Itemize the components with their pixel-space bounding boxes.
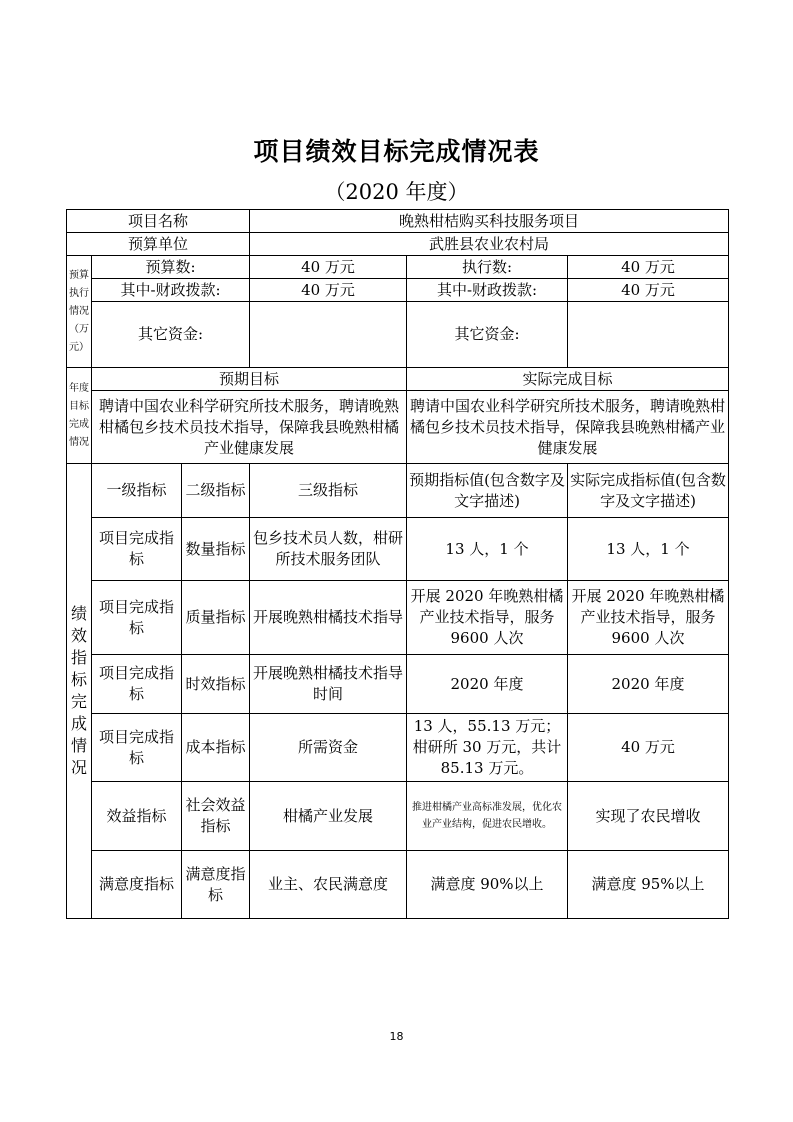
indicator-level3: 所需资金 [250, 714, 407, 782]
indicator-expected: 2020 年度 [407, 655, 568, 714]
indicator-actual: 满意度 95%以上 [568, 851, 729, 919]
indicator-level1: 项目完成指标 [92, 655, 182, 714]
project-name-value: 晚熟柑桔购买科技服务项目 [250, 210, 729, 233]
fiscal-allocation-label-2: 其中-财政拨款: [407, 279, 568, 302]
actual-goal-header: 实际完成目标 [407, 368, 729, 391]
table-row [67, 581, 729, 655]
table-row [67, 714, 729, 782]
budget-section-label: 预算执行情况（万元） [67, 256, 92, 368]
fiscal-allocation-label: 其中-财政拨款: [92, 279, 250, 302]
header-actual: 实际完成指标值(包含数字及文字描述) [568, 464, 729, 518]
budget-unit-label: 预算单位 [67, 233, 250, 256]
performance-section-label: 绩效指标完成情况 [67, 464, 92, 919]
indicator-level2: 质量指标 [182, 581, 250, 655]
indicator-expected: 开展 2020 年晚熟柑橘产业技术指导，服务9600 人次 [407, 581, 568, 655]
indicator-level3: 包乡技术员人数，柑研所技术服务团队 [250, 518, 407, 581]
performance-table [66, 209, 729, 919]
page-number: 18 [389, 1030, 404, 1043]
other-funds-label: 其它资金: [92, 302, 250, 368]
header-expected: 预期指标值(包含数字及文字描述) [407, 464, 568, 518]
table-row [67, 782, 729, 851]
fiscal-allocation-value: 40 万元 [250, 279, 407, 302]
execution-label: 执行数: [407, 256, 568, 279]
indicator-actual: 13 人，1 个 [568, 518, 729, 581]
other-funds-value [250, 302, 407, 368]
indicator-level3: 业主、农民满意度 [250, 851, 407, 919]
table-row [67, 655, 729, 714]
indicator-actual: 40 万元 [568, 714, 729, 782]
other-funds-label-2: 其它资金: [407, 302, 568, 368]
execution-value: 40 万元 [568, 256, 729, 279]
header-level3: 三级指标 [250, 464, 407, 518]
indicator-expected: 满意度 90%以上 [407, 851, 568, 919]
actual-goal-text: 聘请中国农业科学研究所技术服务，聘请晚熟柑橘包乡技术员技术指导，保障我县晚熟柑橘产业健康发展 [407, 391, 729, 464]
indicator-expected: 13 人，1 个 [407, 518, 568, 581]
header-level2: 二级指标 [182, 464, 250, 518]
other-funds-value-2 [568, 302, 729, 368]
indicator-level1: 效益指标 [92, 782, 182, 851]
indicator-level1: 满意度指标 [92, 851, 182, 919]
indicator-level3: 开展晚熟柑橘技术指导时间 [250, 655, 407, 714]
table-row [67, 518, 729, 581]
indicator-level3: 柑橘产业发展 [250, 782, 407, 851]
indicator-actual: 实现了农民增收 [568, 782, 729, 851]
project-name-label: 项目名称 [67, 210, 250, 233]
fiscal-allocation-value-2: 40 万元 [568, 279, 729, 302]
indicator-level1: 项目完成指标 [92, 714, 182, 782]
page-subtitle: （2020 年度） [324, 180, 469, 204]
indicator-level2: 满意度指标 [182, 851, 250, 919]
indicator-actual: 开展 2020 年晚熟柑橘产业技术指导，服务9600 人次 [568, 581, 729, 655]
indicator-level2: 社会效益指标 [182, 782, 250, 851]
goal-section-label: 年度目标完成情况 [67, 368, 92, 464]
table-row [67, 851, 729, 919]
indicator-actual: 2020 年度 [568, 655, 729, 714]
expected-goal-header: 预期目标 [92, 368, 407, 391]
expected-goal-text: 聘请中国农业科学研究所技术服务，聘请晚熟柑橘包乡技术员技术指导，保障我县晚熟柑橘产业健康发展 [92, 391, 407, 464]
budget-amount-label: 预算数: [92, 256, 250, 279]
header-level1: 一级指标 [92, 464, 182, 518]
indicator-level2: 成本指标 [182, 714, 250, 782]
indicator-level2: 时效指标 [182, 655, 250, 714]
indicator-level1: 项目完成指标 [92, 581, 182, 655]
budget-amount-value: 40 万元 [250, 256, 407, 279]
indicator-level1: 项目完成指标 [92, 518, 182, 581]
indicator-expected: 13 人，55.13 万元；柑研所 30 万元，共计85.13 万元。 [407, 714, 568, 782]
indicator-expected: 推进柑橘产业高标准发展，优化农业产业结构，促进农民增收。 [407, 782, 568, 851]
indicator-level2: 数量指标 [182, 518, 250, 581]
budget-unit-value: 武胜县农业农村局 [250, 233, 729, 256]
page-title: 项目绩效目标完成情况表 [253, 137, 540, 166]
indicator-level3: 开展晚熟柑橘技术指导 [250, 581, 407, 655]
